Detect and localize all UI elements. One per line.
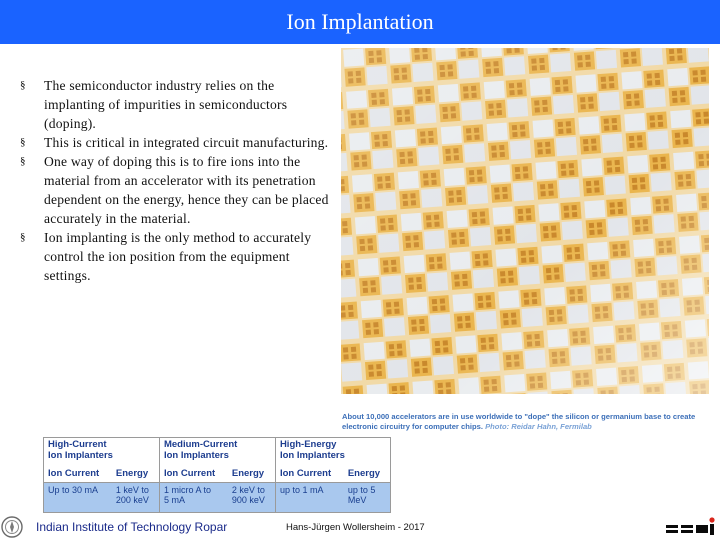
bullet-text: The semiconductor industry relies on the implanting of impurities in semiconductors (doping). bbox=[44, 78, 288, 131]
slide-title: Ion Implantation bbox=[286, 9, 434, 34]
ion-implanter-table bbox=[43, 437, 391, 513]
table-group-header-row bbox=[44, 438, 391, 467]
table-cell bbox=[44, 483, 112, 513]
cell-line2: MeV bbox=[347, 495, 367, 506]
bullet-list bbox=[20, 76, 330, 285]
cell-line2: 5 mA bbox=[163, 495, 185, 506]
caption-credit: Photo: Reidar Hahn, Fermilab bbox=[485, 422, 592, 431]
bullet-item bbox=[20, 76, 330, 133]
table-cell bbox=[112, 483, 160, 513]
bullet-item bbox=[20, 152, 330, 228]
cell-line2: 200 keV bbox=[115, 495, 149, 506]
group-title-line1: High-Current bbox=[48, 439, 107, 450]
table-cell bbox=[275, 483, 343, 513]
table-group-header bbox=[159, 438, 275, 467]
column-header: Ion Current bbox=[44, 467, 112, 483]
group-title-line2: Ion Implanters bbox=[279, 450, 345, 461]
table-cell bbox=[228, 483, 276, 513]
group-title-line2: Ion Implanters bbox=[48, 450, 113, 461]
cell-line2: 900 keV bbox=[231, 495, 265, 506]
silicon-wafer-photo bbox=[341, 48, 709, 394]
column-header: Energy bbox=[228, 467, 276, 483]
cell-line1: up to 5 bbox=[347, 485, 376, 496]
bullet-item bbox=[20, 228, 330, 285]
column-header: Ion Current bbox=[275, 467, 343, 483]
bullet-text: This is critical in integrated circuit manufacturing. bbox=[44, 135, 329, 150]
group-title-line1: Medium-Current bbox=[163, 439, 238, 450]
cell-line1: 1 micro A to bbox=[163, 485, 211, 496]
cell-line1: up to 1 mA bbox=[279, 485, 324, 496]
bullet-text: One way of doping this is to fire ions into the material from an accelerator with its penetration dependent on the energy, hence they can be placed accurately in the material. bbox=[44, 154, 329, 226]
wafer-image bbox=[341, 48, 709, 394]
gsi-logo-icon bbox=[664, 516, 716, 538]
caption-text: About 10,000 accelerators are in use worldwide to "dope" the silicon or germanium base to create electronic circuitry for computer chips. bbox=[342, 412, 696, 431]
institute-seal-icon bbox=[1, 516, 23, 538]
group-title-line1: High-Energy bbox=[279, 439, 337, 450]
column-header: Energy bbox=[112, 467, 160, 483]
cell-line1: Up to 30 mA bbox=[48, 485, 99, 496]
footer-author: Hans-Jürgen Wollersheim - 2017 bbox=[286, 522, 425, 533]
footer-institute: Indian Institute of Technology Ropar bbox=[36, 520, 228, 534]
column-header: Energy bbox=[344, 467, 391, 483]
cell-line1: 2 keV to bbox=[231, 485, 265, 496]
title-bar bbox=[0, 0, 720, 44]
bullet-marker-icon: § bbox=[20, 79, 26, 91]
table-cell bbox=[344, 483, 391, 513]
column-header: Ion Current bbox=[159, 467, 227, 483]
photo-caption bbox=[342, 412, 716, 432]
bullet-marker-icon: § bbox=[20, 231, 26, 243]
table-group-header bbox=[44, 438, 160, 467]
table-group-header bbox=[275, 438, 390, 467]
table-column-header-row bbox=[44, 467, 391, 483]
bullet-marker-icon: § bbox=[20, 155, 26, 167]
cell-line1: 1 keV to bbox=[115, 485, 149, 496]
bullet-marker-icon: § bbox=[20, 136, 26, 148]
bullet-text: Ion implanting is the only method to accurately control the ion position from the equipment settings. bbox=[44, 230, 312, 283]
table-row bbox=[44, 483, 391, 513]
bullet-item bbox=[20, 133, 330, 152]
group-title-line2: Ion Implanters bbox=[163, 450, 229, 461]
table-cell bbox=[159, 483, 227, 513]
